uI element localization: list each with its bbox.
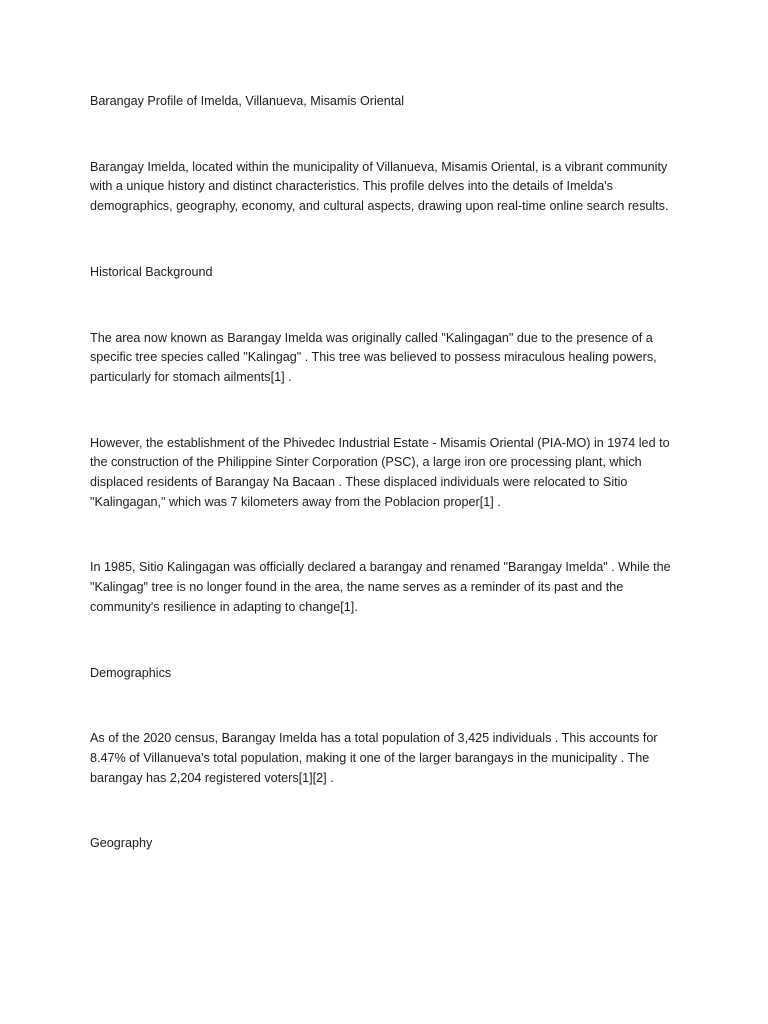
spacer xyxy=(90,112,690,158)
history-paragraph-1: The area now known as Barangay Imelda was originally called "Kalingagan" due to the presence of a specific tree species called "Kalingag" . This tree was believed to possess miraculous healing powers, particularly for stomach ailments[1] . xyxy=(90,330,657,384)
spacer xyxy=(90,618,690,664)
spacer xyxy=(90,388,690,434)
document-title: Barangay Profile of Imelda, Villanueva, Misamis Oriental xyxy=(90,94,405,108)
intro-paragraph: Barangay Imelda, located within the municipality of Villanueva, Misamis Oriental, is a vibrant community with a unique history and distinct characteristics. This profile delves into the details of Imelda's demographics, geography, economy, and cultural aspects, drawing upon real-time online search results. xyxy=(90,159,669,214)
geography-heading: Geography xyxy=(90,836,153,851)
spacer xyxy=(90,283,690,329)
demographics-paragraph: As of the 2020 census, Barangay Imelda has a total population of 3,425 individuals . This accounts for 8.47% of Villanueva's total population, making it one of the larger barangays in the municipality . The barangay has 2,204 registered voters[1][2] . xyxy=(90,731,658,785)
document-body xyxy=(90,92,690,854)
spacer xyxy=(90,512,690,558)
history-paragraph-2: However, the establishment of the Phivedec Industrial Estate - Misamis Oriental (PIA-MO) in 1974 led to the construction of the Philippine Sinter Corporation (PSC), a large iron ore processing plant, which displaced residents of Barangay Na Bacaan . These displaced individuals were relocated to Sitio "Kalingagan," which was 7 kilometers away from the Poblacion proper[1] . xyxy=(90,435,670,509)
history-paragraph-3: In 1985, Sitio Kalingagan was officially declared a barangay and renamed "Barangay Imelda" . While the "Kalingag" tree is no longer found in the area, the name serves as a reminder of its past and the community's resilience in adapting to change[1]. xyxy=(90,560,671,614)
spacer xyxy=(90,683,690,729)
spacer xyxy=(90,788,690,834)
demographics-heading: Demographics xyxy=(90,665,172,680)
historical-background-heading: Historical Background xyxy=(90,264,213,279)
spacer xyxy=(90,217,690,263)
